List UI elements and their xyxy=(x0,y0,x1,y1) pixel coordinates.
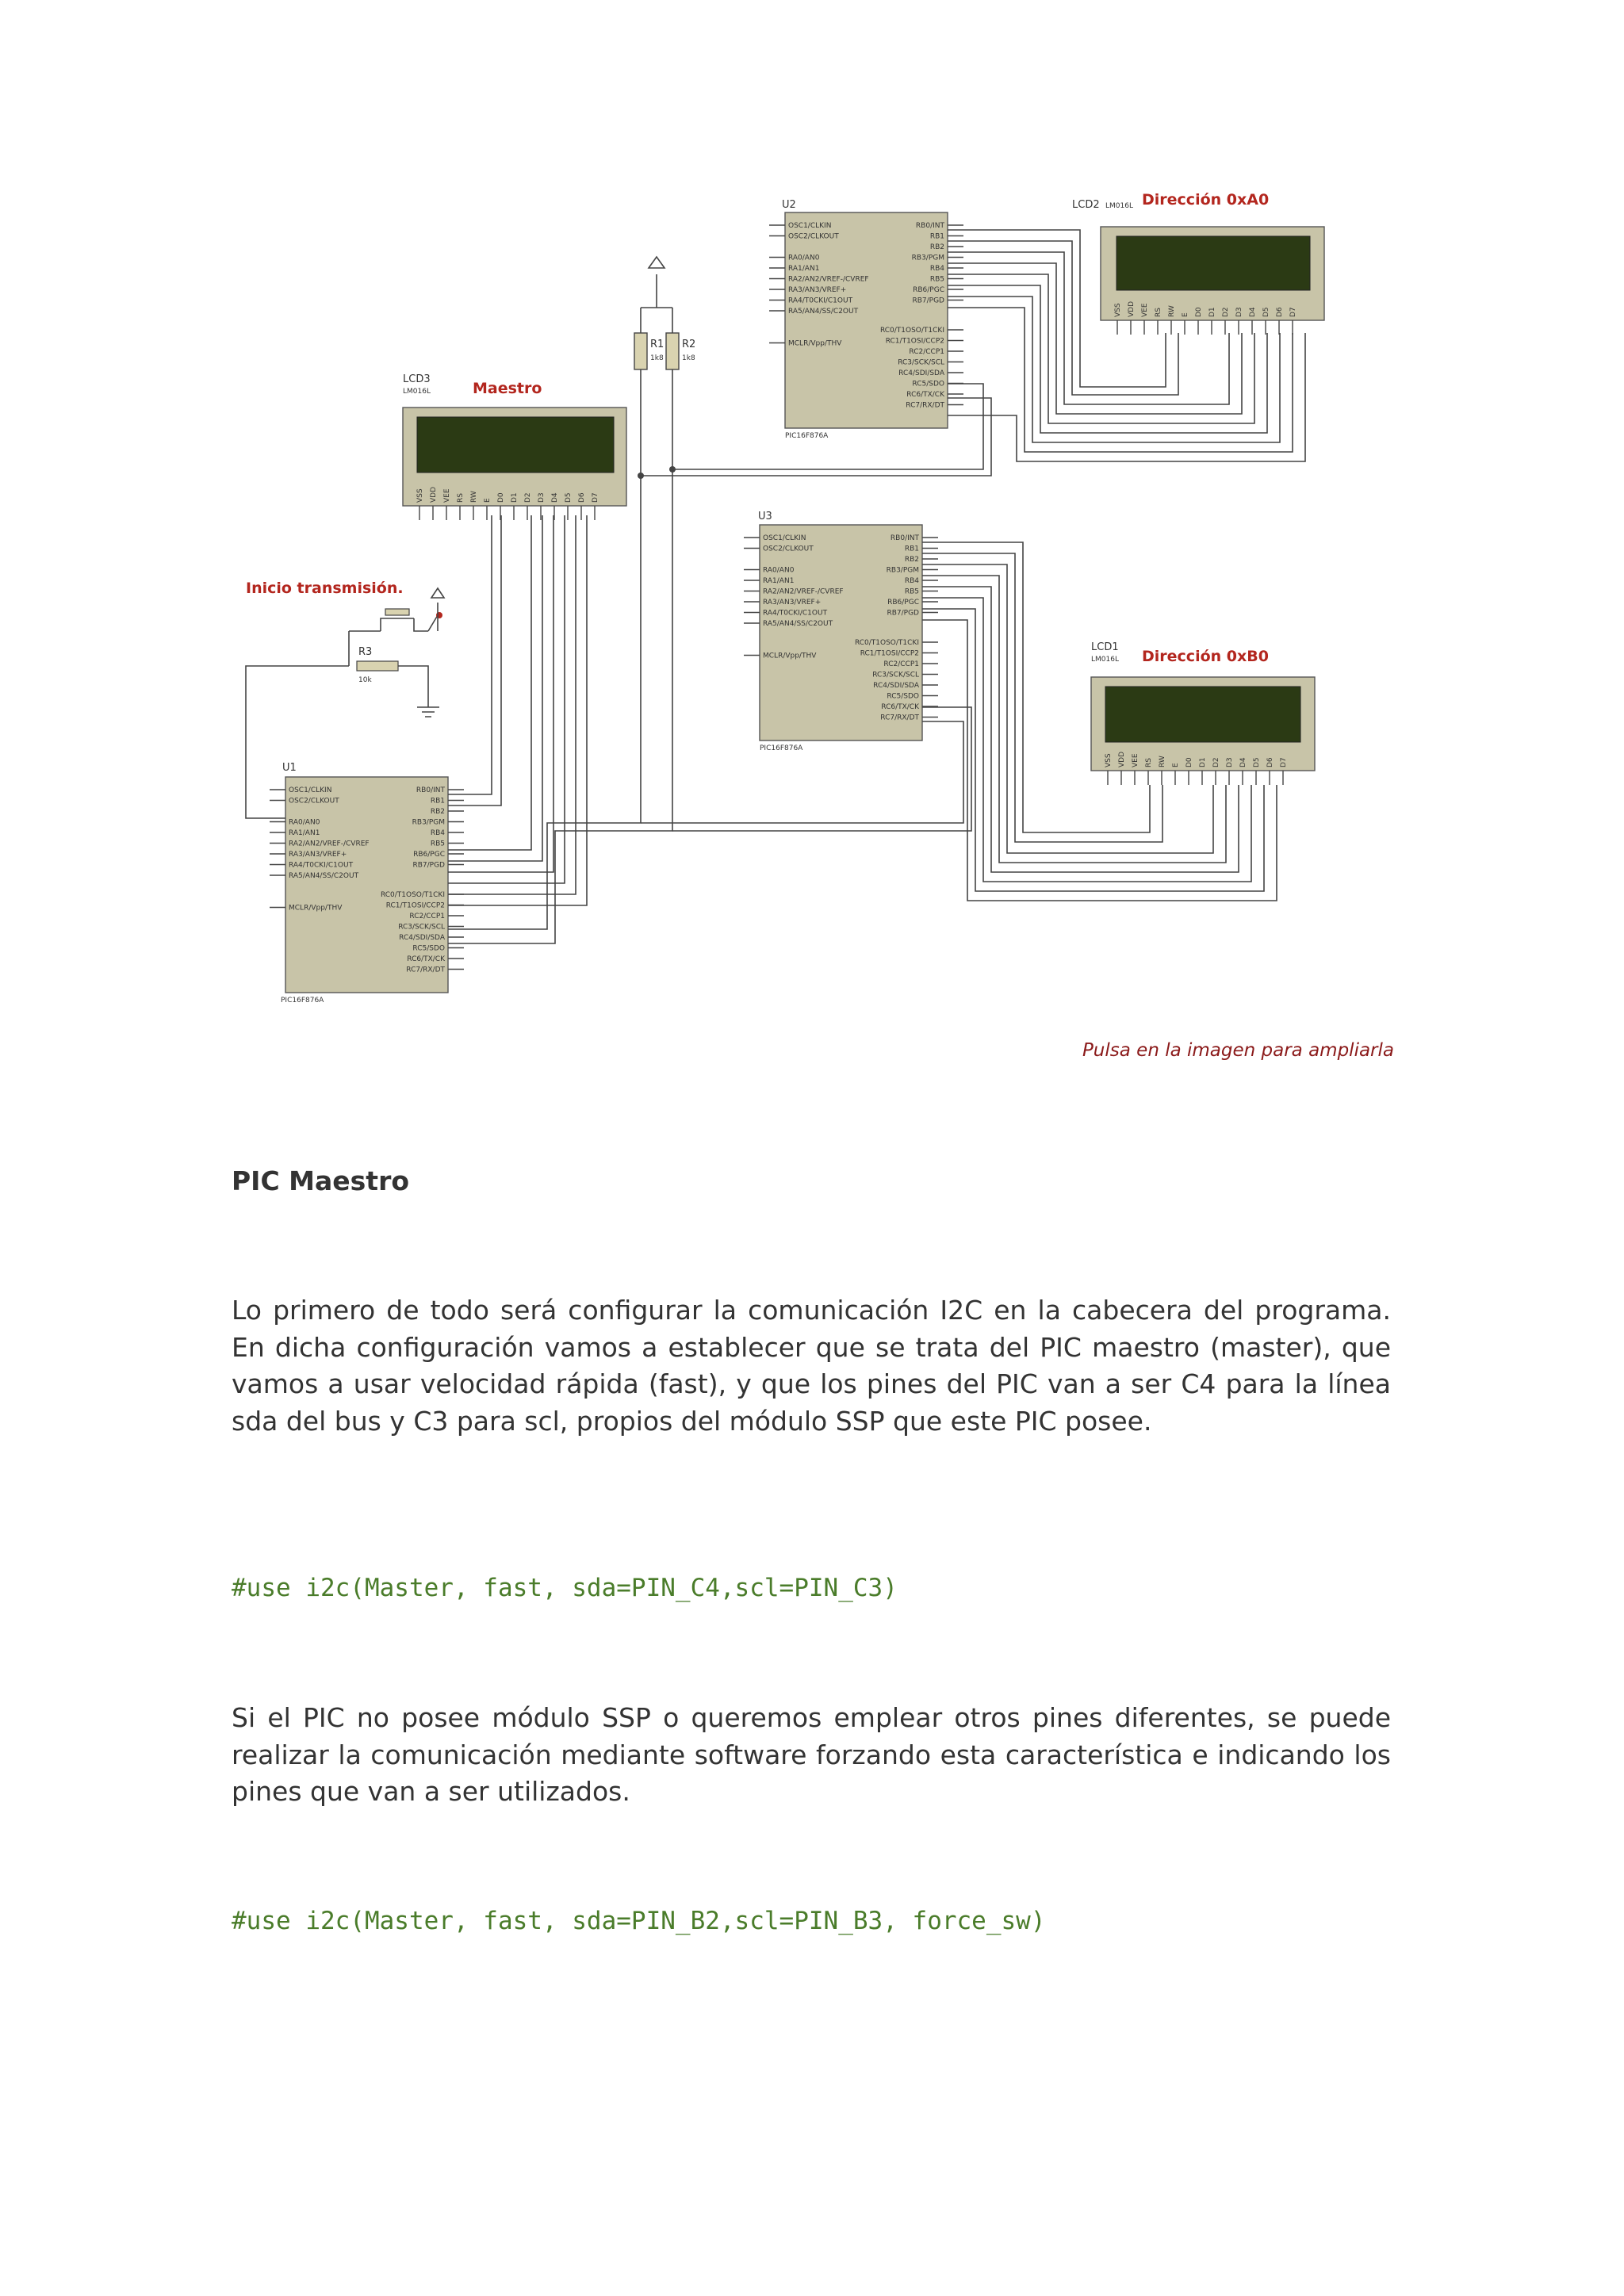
lcd-pin-label: E xyxy=(1172,763,1180,767)
chip-pin-label: RB7/PGD xyxy=(412,861,445,870)
r2-label: R2 xyxy=(682,339,696,350)
chip-pin-label: RB0/INT xyxy=(915,222,944,230)
lcd2-label: LCD2 xyxy=(1072,199,1100,211)
chip-pin-label: RC5/SDO xyxy=(412,944,445,953)
code-line-hardware-i2c: #use i2c(Master, fast, sda=PIN_C4,scl=PIN_C3) xyxy=(232,1574,898,1602)
lcd-pin-label: VDD xyxy=(1118,751,1126,767)
u1-model: PIC16F876A xyxy=(281,997,324,1004)
paragraph-software-i2c: Si el PIC no posee módulo SSP o queremos emplear otros pines diferentes, se puede realizar la comunicación mediante software forzando esta característica e indicando los pines que van a ser utilizados. xyxy=(232,1702,1391,1807)
chip-pin-label: RB7/PGD xyxy=(887,609,919,618)
lcd-pin-label: VDD xyxy=(1128,300,1136,317)
chip-pin-label: RC4/SDI/SDA xyxy=(399,934,445,942)
r2-value: 1k8 xyxy=(682,354,695,362)
u3-model: PIC16F876A xyxy=(760,744,803,752)
chip-pin-label: RB1 xyxy=(904,545,919,553)
chip-pin-label: RC2/CCP1 xyxy=(909,348,944,356)
lcd-pin-label: D0 xyxy=(1195,307,1203,317)
lcd-pin-label: VSS xyxy=(416,488,424,503)
chip-pin-label: RC5/SDO xyxy=(887,692,919,701)
chip-pin-label: RC3/SCK/SCL xyxy=(398,923,445,932)
chip-pin-label: RC6/TX/CK xyxy=(906,391,944,399)
chip-pin-label: RA0/AN0 xyxy=(289,818,320,827)
chip-pin-label: RC2/CCP1 xyxy=(409,913,445,920)
chip-pin-label: RB4 xyxy=(430,829,445,837)
lcd-pin-label: D5 xyxy=(565,492,573,503)
chip-pin-label: RC1/T1OSI/CCP2 xyxy=(385,901,445,910)
chip-u3 xyxy=(744,511,938,752)
code-line-software-i2c: #use i2c(Master, fast, sda=PIN_B2,scl=PIN_B3, force_sw) xyxy=(232,1907,1046,1935)
lcd-pin-label: VEE xyxy=(443,488,451,503)
chip-pin-label: RC6/TX/CK xyxy=(407,955,445,963)
lcd-pin-label: D0 xyxy=(497,492,505,503)
chip-pin-label: RC1/T1OSI/CCP2 xyxy=(860,649,919,658)
chip-pin-label: RB1 xyxy=(929,232,944,241)
chip-pin-label: RA3/AN3/VREF+ xyxy=(289,851,347,859)
lcd-pin-label: RW xyxy=(1168,305,1176,317)
chip-u1 xyxy=(270,762,464,1004)
chip-pin-label: RB6/PGC xyxy=(913,286,944,294)
chip-pin-label: RB6/PGC xyxy=(887,599,919,607)
chip-pin-label: RB6/PGC xyxy=(413,851,445,859)
chip-pin-label: RC4/SDI/SDA xyxy=(873,682,919,690)
lcd-pin-label: D7 xyxy=(1280,757,1288,767)
lcd3-model: LM016L xyxy=(403,388,431,396)
lcd-pin-label: D5 xyxy=(1253,757,1261,767)
lcd-pin-label: VSS xyxy=(1114,303,1122,317)
chip-pin-label: RB2 xyxy=(430,808,445,816)
lcd-pin-label: D2 xyxy=(1212,757,1220,767)
chip-pin-label: RB0/INT xyxy=(416,786,445,794)
chip-pin-label: RA2/AN2/VREF-/CVREF xyxy=(788,275,869,284)
chip-pin-label: RA3/AN3/VREF+ xyxy=(788,286,847,294)
chip-pin-label: RA2/AN2/VREF-/CVREF xyxy=(289,840,370,848)
circuit-schematic-image[interactable] xyxy=(230,174,1404,1015)
chip-pin-label: RB7/PGD xyxy=(912,297,944,305)
lcd-pin-label: D6 xyxy=(1266,757,1274,767)
u1-lcd3-wires xyxy=(448,515,587,905)
lcd-pin-label: D6 xyxy=(1276,307,1284,317)
chip-pin-label: RA5/AN4/SS/C2OUT xyxy=(763,620,833,628)
lcd-pin-label: D2 xyxy=(1222,307,1230,317)
chip-pin-label: RA0/AN0 xyxy=(788,254,820,262)
lcd-pin-label: D4 xyxy=(551,492,559,503)
chip-pin-label: RA0/AN0 xyxy=(763,566,795,575)
lcd-pin-label: D7 xyxy=(1289,307,1297,317)
u3-label: U3 xyxy=(758,511,772,522)
r1-value: 1k8 xyxy=(650,354,664,362)
lcd1-address-label: Dirección 0xB0 xyxy=(1142,648,1269,665)
chip-pin-label: OSC2/CLKOUT xyxy=(289,797,339,806)
chip-pin-label: RC7/RX/DT xyxy=(906,401,944,410)
chip-pin-label: RB3/PGM xyxy=(911,254,944,262)
chip-pin-label: RA5/AN4/SS/C2OUT xyxy=(289,872,359,880)
lcd1-model: LM016L xyxy=(1091,656,1119,664)
chip-pin-label: RC1/T1OSI/CCP2 xyxy=(885,337,944,346)
lcd-pin-label: RW xyxy=(470,491,478,503)
chip-pin-label: RB2 xyxy=(904,556,919,564)
lcd1-label: LCD1 xyxy=(1091,641,1119,653)
lcd3-label: LCD3 xyxy=(403,373,431,385)
chip-pin-label: RC2/CCP1 xyxy=(883,660,919,668)
lcd-pin-label: D3 xyxy=(1226,757,1234,767)
lcd3 xyxy=(403,373,626,520)
lcd-pin-label: RS xyxy=(1155,308,1162,317)
chip-pin-label: RB5 xyxy=(904,587,919,596)
lcd-pin-label: D0 xyxy=(1185,757,1193,767)
lcd-pin-label: E xyxy=(484,498,492,503)
enlarge-image-caption[interactable]: Pulsa en la imagen para ampliarla xyxy=(1082,1040,1394,1061)
lcd2 xyxy=(1072,191,1324,335)
lcd-pin-label: D1 xyxy=(1208,307,1216,317)
chip-pin-label: RA1/AN1 xyxy=(763,577,795,585)
chip-pin-label: OSC1/CLKIN xyxy=(289,786,332,794)
chip-pin-label: RB4 xyxy=(929,265,944,273)
chip-pin-label: RC7/RX/DT xyxy=(406,966,445,974)
u1-label: U1 xyxy=(282,762,297,774)
lcd-pin-label: VEE xyxy=(1141,303,1149,317)
chip-pin-label: OSC2/CLKOUT xyxy=(763,545,814,553)
chip-pin-label: RA3/AN3/VREF+ xyxy=(763,599,822,607)
u2-label: U2 xyxy=(782,199,796,211)
chip-pin-label: RA1/AN1 xyxy=(788,265,820,273)
chip-pin-label: RC3/SCK/SCL xyxy=(872,671,919,679)
chip-pin-label: RB5 xyxy=(430,840,445,848)
lcd3-maestro-label: Maestro xyxy=(473,380,542,397)
lcd1 xyxy=(1091,641,1315,785)
chip-pin-label: MCLR/Vpp/THV xyxy=(763,652,817,660)
lcd-pin-label: D4 xyxy=(1239,757,1247,767)
lcd-pin-label: D3 xyxy=(538,492,546,503)
r3-label: R3 xyxy=(358,646,373,658)
chip-pin-label: RC5/SDO xyxy=(912,380,944,388)
chip-pin-label: RA4/T0CKI/C1OUT xyxy=(763,609,828,618)
chip-pin-label: RC3/SCK/SCL xyxy=(898,358,944,367)
chip-pin-label: RA2/AN2/VREF-/CVREF xyxy=(763,587,844,596)
pullup-resistors xyxy=(634,257,695,479)
chip-pin-label: RC0/T1OSO/T1CKI xyxy=(854,639,919,647)
lcd-pin-label: D1 xyxy=(1199,757,1207,767)
chip-pin-label: RB3/PGM xyxy=(886,566,919,575)
chip-pin-label: RC0/T1OSO/T1CKI xyxy=(879,327,944,335)
lcd-pin-label: D4 xyxy=(1249,307,1257,317)
chip-pin-label: RB2 xyxy=(929,243,944,251)
paragraph-intro: Lo primero de todo será configurar la comunicación I2C en la cabecera del programa. En dicha configuración vamos a establecer que se trata del PIC maestro (master), que vamos a usar velocidad rápida (fast), y que los pines del PIC van a ser C4 para la línea sda del bus y C3 para scl, propios del módulo SSP que este PIC posee. xyxy=(232,1295,1391,1437)
lcd-pin-label: E xyxy=(1182,312,1189,317)
chip-pin-label: MCLR/Vpp/THV xyxy=(289,904,343,913)
chip-pin-label: RA4/T0CKI/C1OUT xyxy=(289,861,354,870)
chip-pin-label: RC6/TX/CK xyxy=(881,703,919,711)
chip-pin-label: RB0/INT xyxy=(890,534,919,542)
chip-pin-label: RA4/T0CKI/C1OUT xyxy=(788,297,853,305)
start-transmission-label: Inicio transmisión. xyxy=(246,580,404,597)
chip-pin-label: MCLR/Vpp/THV xyxy=(788,339,842,348)
lcd-pin-label: RS xyxy=(457,493,465,503)
section-heading: PIC Maestro xyxy=(232,1165,410,1196)
lcd-pin-label: D6 xyxy=(578,492,586,503)
lcd-pin-label: RW xyxy=(1159,756,1166,767)
lcd-pin-label: D7 xyxy=(592,492,599,503)
r3-value: 10k xyxy=(358,676,372,684)
lcd2-address-label: Dirección 0xA0 xyxy=(1142,191,1270,209)
lcd-pin-label: D1 xyxy=(511,492,519,503)
chip-pin-label: RA5/AN4/SS/C2OUT xyxy=(788,308,859,316)
lcd-pin-label: VEE xyxy=(1132,753,1139,767)
lcd-pin-label: VDD xyxy=(430,486,438,503)
lcd2-model: LM016L xyxy=(1105,202,1133,210)
chip-pin-label: RB1 xyxy=(430,797,445,806)
lcd-pin-label: D5 xyxy=(1262,307,1270,317)
chip-pin-label: RC4/SDI/SDA xyxy=(898,369,944,377)
chip-pin-label: OSC2/CLKOUT xyxy=(788,232,839,241)
r1-label: R1 xyxy=(650,339,665,350)
lcd-pin-label: D2 xyxy=(524,492,532,503)
u2-model: PIC16F876A xyxy=(785,432,829,440)
chip-pin-label: RC7/RX/DT xyxy=(880,714,919,722)
chip-pin-label: RA1/AN1 xyxy=(289,829,320,837)
chip-pin-label: RB5 xyxy=(929,275,944,284)
chip-pin-label: RC0/T1OSO/T1CKI xyxy=(380,891,445,899)
chip-pin-label: OSC1/CLKIN xyxy=(788,222,832,230)
chip-pin-label: RB3/PGM xyxy=(412,818,445,827)
lcd-pin-label: D3 xyxy=(1235,307,1243,317)
lcd-pin-label: RS xyxy=(1145,758,1153,767)
chip-u2 xyxy=(769,199,963,440)
chip-pin-label: OSC1/CLKIN xyxy=(763,534,806,542)
lcd-pin-label: VSS xyxy=(1105,753,1113,767)
chip-pin-label: RB4 xyxy=(904,577,919,585)
